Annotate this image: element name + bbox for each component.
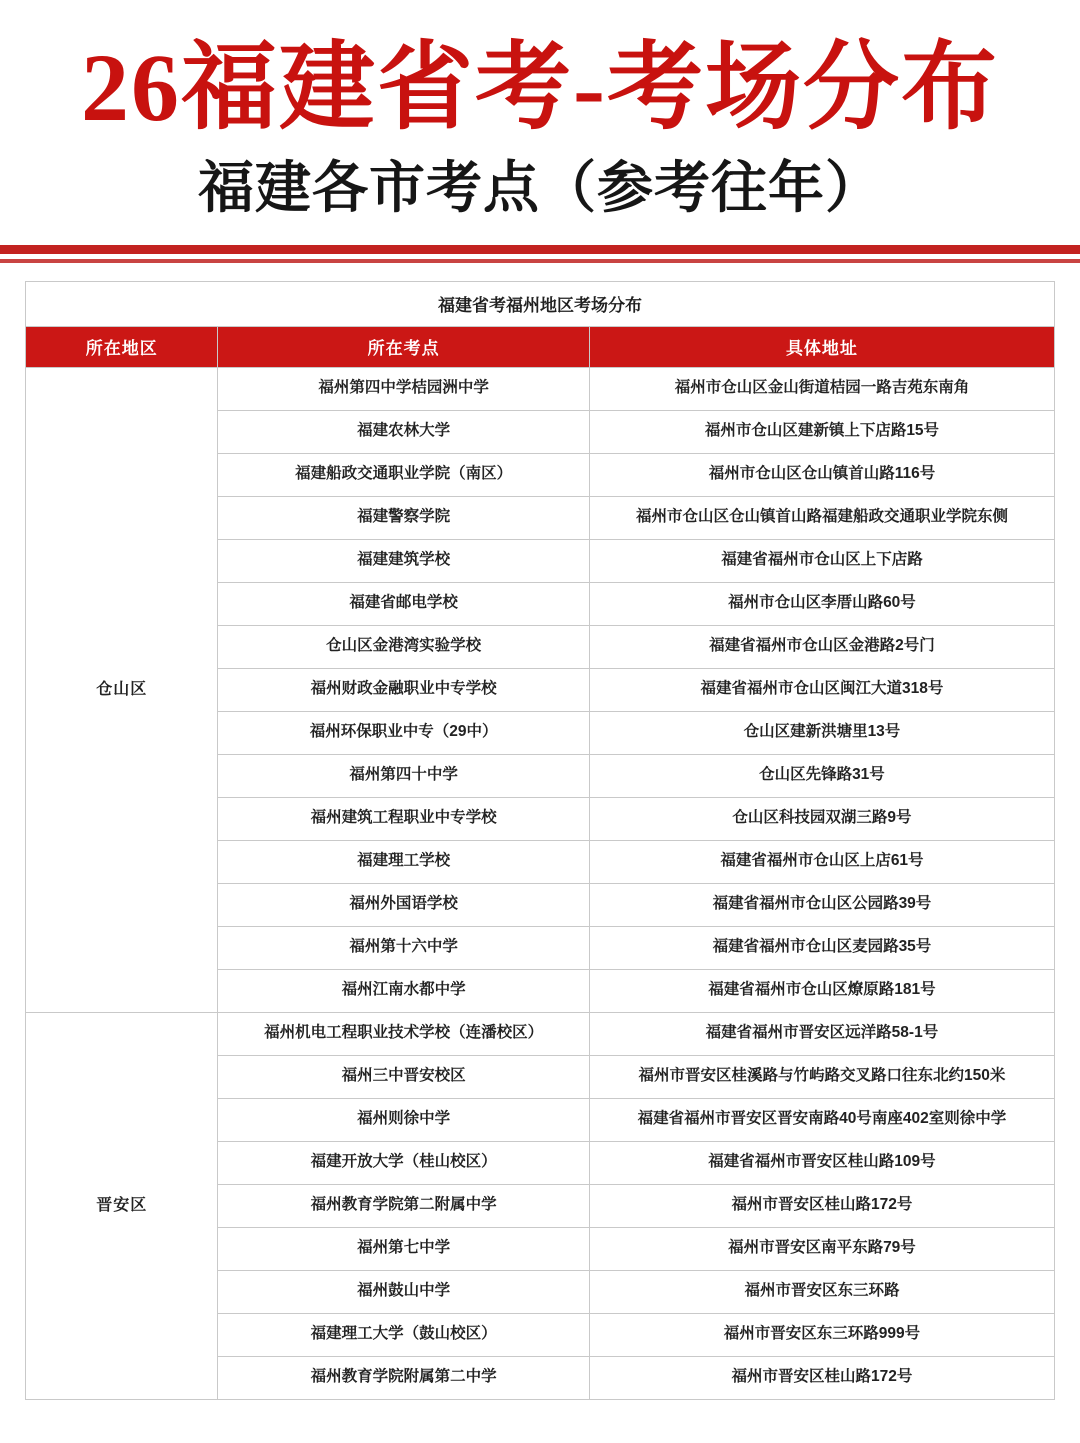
address-cell: 福建省福州市仓山区闽江大道318号	[589, 668, 1054, 711]
venue-cell: 福州则徐中学	[218, 1098, 589, 1141]
address-cell: 福州市仓山区李厝山路60号	[589, 582, 1054, 625]
venue-cell: 福建船政交通职业学院（南区）	[218, 453, 589, 496]
table-row	[26, 367, 1055, 410]
venue-cell: 福州三中晋安校区	[218, 1055, 589, 1098]
district-cell: 仓山区	[26, 367, 218, 1012]
table-caption-row	[26, 281, 1055, 326]
venue-cell: 福州外国语学校	[218, 883, 589, 926]
address-cell: 福州市仓山区建新镇上下店路15号	[589, 410, 1054, 453]
address-cell: 福州市晋安区桂山路172号	[589, 1356, 1054, 1399]
double-red-divider	[0, 245, 1080, 263]
venue-cell: 福州江南水都中学	[218, 969, 589, 1012]
address-cell: 福州市晋安区东三环路	[589, 1270, 1054, 1313]
address-cell: 福建省福州市仓山区燎原路181号	[589, 969, 1054, 1012]
address-cell: 福州市晋安区南平东路79号	[589, 1227, 1054, 1270]
venue-cell: 福建警察学院	[218, 496, 589, 539]
address-cell: 福州市仓山区仓山镇首山路福建船政交通职业学院东侧	[589, 496, 1054, 539]
page-subtitle: 福建各市考点（参考往年）	[198, 157, 882, 220]
table-header-row	[26, 326, 1055, 367]
address-cell: 仓山区科技园双湖三路9号	[589, 797, 1054, 840]
divider-thin-line	[0, 259, 1080, 263]
venues-table-body	[26, 367, 1055, 1399]
page-title: 26福建省考-考场分布	[81, 34, 999, 141]
column-header-district: 所在地区	[26, 326, 218, 367]
address-cell: 福建省福州市晋安区桂山路109号	[589, 1141, 1054, 1184]
table-row	[26, 1012, 1055, 1055]
divider-thick-line	[0, 245, 1080, 254]
venue-cell: 仓山区金港湾实验学校	[218, 625, 589, 668]
address-cell: 仓山区建新洪塘里13号	[589, 711, 1054, 754]
address-cell: 仓山区先锋路31号	[589, 754, 1054, 797]
address-cell: 福建省福州市仓山区麦园路35号	[589, 926, 1054, 969]
venue-cell: 福建理工学校	[218, 840, 589, 883]
address-cell: 福建省福州市仓山区金港路2号门	[589, 625, 1054, 668]
venue-cell: 福州建筑工程职业中专学校	[218, 797, 589, 840]
district-cell: 晋安区	[26, 1012, 218, 1399]
venue-cell: 福建农林大学	[218, 410, 589, 453]
venue-cell: 福州第十六中学	[218, 926, 589, 969]
address-cell: 福州市晋安区桂溪路与竹屿路交叉路口往东北约150米	[589, 1055, 1054, 1098]
column-header-address: 具体地址	[589, 326, 1054, 367]
address-cell: 福建省福州市仓山区上下店路	[589, 539, 1054, 582]
venue-cell: 福州第七中学	[218, 1227, 589, 1270]
venue-cell: 福建理工大学（鼓山校区）	[218, 1313, 589, 1356]
venue-cell: 福州鼓山中学	[218, 1270, 589, 1313]
venue-cell: 福州第四十中学	[218, 754, 589, 797]
address-cell: 福州市仓山区仓山镇首山路116号	[589, 453, 1054, 496]
venue-cell: 福州环保职业中专（29中）	[218, 711, 589, 754]
venues-table	[25, 281, 1055, 1400]
venue-cell: 福州教育学院附属第二中学	[218, 1356, 589, 1399]
venue-cell: 福州机电工程职业技术学校（连潘校区）	[218, 1012, 589, 1055]
address-cell: 福建省福州市晋安区远洋路58-1号	[589, 1012, 1054, 1055]
address-cell: 福州市仓山区金山街道桔园一路吉苑东南角	[589, 367, 1054, 410]
venue-cell: 福州第四中学桔园洲中学	[218, 367, 589, 410]
venue-cell: 福建建筑学校	[218, 539, 589, 582]
venue-cell: 福建省邮电学校	[218, 582, 589, 625]
address-cell: 福州市晋安区东三环路999号	[589, 1313, 1054, 1356]
address-cell: 福建省福州市晋安区晋安南路40号南座402室则徐中学	[589, 1098, 1054, 1141]
venue-cell: 福州教育学院第二附属中学	[218, 1184, 589, 1227]
venue-cell: 福建开放大学（桂山校区）	[218, 1141, 589, 1184]
page-header	[0, 0, 1080, 223]
address-cell: 福建省福州市仓山区公园路39号	[589, 883, 1054, 926]
address-cell: 福州市晋安区桂山路172号	[589, 1184, 1054, 1227]
column-header-venue: 所在考点	[218, 326, 589, 367]
table-caption: 福建省考福州地区考场分布	[26, 281, 1055, 326]
address-cell: 福建省福州市仓山区上店61号	[589, 840, 1054, 883]
venue-cell: 福州财政金融职业中专学校	[218, 668, 589, 711]
venues-table-container	[25, 281, 1055, 1400]
